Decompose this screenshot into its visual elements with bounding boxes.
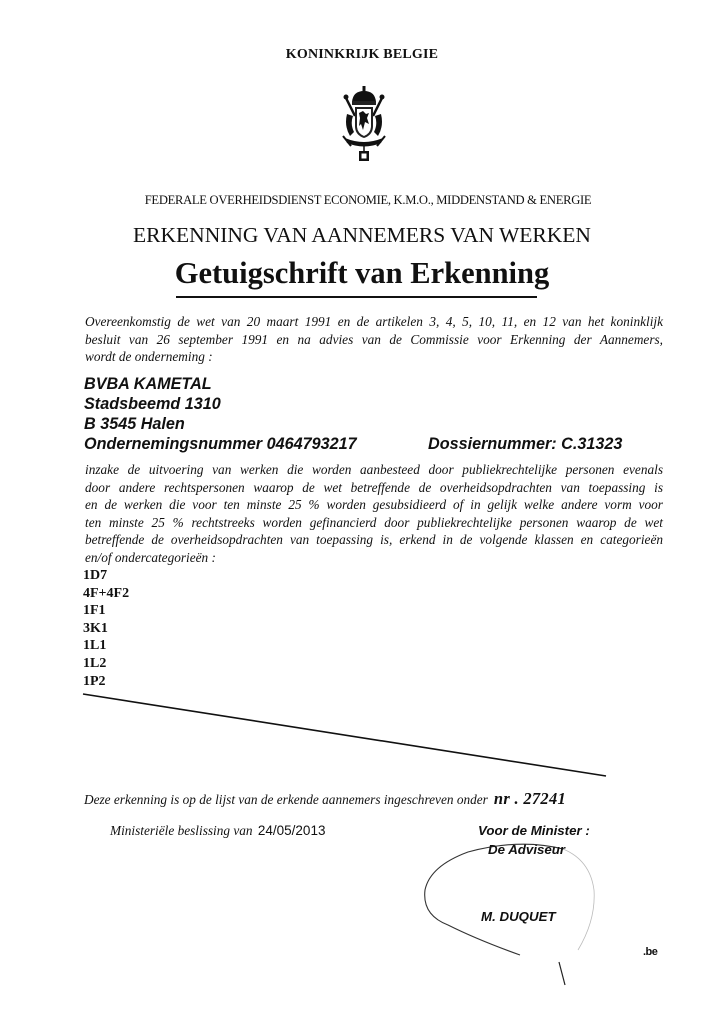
class-item: 3K1	[83, 620, 108, 636]
intro-line: Overeenkomstig de wet van 20 maart 1991 en de artikelen 3, 4, 5, 10, 11, en 12 van het koninklijk	[85, 314, 663, 329]
company-street: Stadsbeemd 1310	[84, 395, 221, 413]
title-underline	[176, 296, 537, 298]
class-item: 1L1	[83, 638, 107, 654]
ministry-heading: FEDERALE OVERHEIDSDIENST ECONOMIE, K.M.O., MIDDENSTAND & ENERGIE	[144, 193, 592, 207]
intro-line: wordt de onderneming :	[85, 349, 213, 364]
body-line: ten minste 25 % rechtstreeks worden gefinancierd door publiekrechtelijke personen waarop de wet	[85, 514, 663, 530]
registry-statement	[84, 789, 566, 809]
class-list	[83, 567, 129, 690]
decision-label: Ministeriële beslissing van	[110, 823, 253, 838]
signature-stroke	[425, 842, 566, 955]
class-item: 1F1	[83, 603, 106, 619]
body-line: door andere rechtspersonen waarop de wet betreffende de overheidsopdrachten van toepassing is	[85, 479, 663, 495]
adviser-role: De Adviseur	[488, 842, 566, 857]
registry-number: nr . 27241	[493, 789, 567, 808]
certificate-subtitle: ERKENNING VAN AANNEMERS VAN WERKEN	[133, 223, 591, 247]
company-city: B 3545 Halen	[84, 415, 185, 433]
company-name: BVBA KAMETAL	[84, 375, 212, 393]
enterprise-number: Ondernemingsnummer 0464793217	[84, 435, 357, 453]
class-item: 1P2	[83, 673, 106, 689]
decision-date: 24/05/2013	[257, 823, 326, 838]
registry-text: Deze erkenning is op de lijst van de erkende aannemers ingeschreven onder	[84, 792, 488, 807]
body-line: betreffende de overheidsopdrachten van toepassing is, erkend in de volgende klassen en categorieën	[85, 532, 663, 548]
be-domain-mark: .be	[643, 946, 658, 958]
body-line: en de werken die voor ten minste 25 % worden gesubsidieerd of in gelijk welke andere vorm voor	[85, 497, 663, 513]
class-item: 1D7	[83, 568, 108, 583]
signature-stroke-right	[563, 849, 594, 950]
ministerial-decision	[110, 823, 325, 839]
recognition-paragraph	[85, 461, 663, 567]
company-block	[84, 374, 357, 454]
dossier-number: Dossiernummer: C.31323	[428, 435, 623, 453]
class-item: 4F+4F2	[83, 585, 130, 601]
kingdom-heading: KONINKRIJK BELGIE	[285, 47, 439, 62]
body-line: en/of ondercategorieën :	[85, 549, 216, 565]
cancel-diagonal-line	[83, 694, 606, 776]
signature-tick	[559, 962, 565, 985]
belgian-coat-of-arms-icon	[341, 86, 387, 162]
body-line: inzake de uitvoering van werken die worden aanbesteed door publiekrechtelijke personen evenals	[85, 462, 663, 477]
signer-name: M. DUQUET	[481, 909, 556, 924]
intro-line: besluit van 26 september 1991 en na advies van de Commissie voor Erkenning der Aannemers,	[85, 331, 663, 347]
for-minister-label: Voor de Minister :	[478, 823, 590, 838]
intro-paragraph	[85, 313, 663, 366]
certificate-title: Getuigschrift van Erkenning	[174, 256, 550, 290]
class-item: 1L2	[83, 655, 107, 671]
